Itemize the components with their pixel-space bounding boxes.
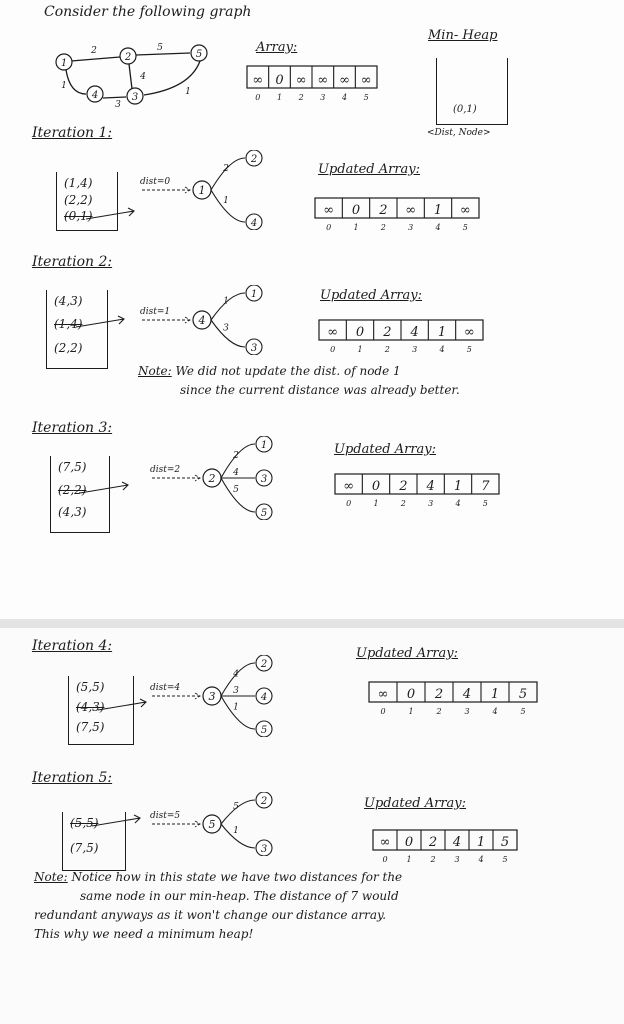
array-index: 0: [346, 499, 352, 506]
heap-entry: (2,2): [58, 482, 87, 497]
heap-entry: (2,2): [64, 192, 93, 207]
child-edge-weight: 1: [233, 702, 239, 713]
original-graph: [52, 36, 222, 108]
array-index: 0: [380, 707, 386, 714]
array-value: 0: [406, 687, 416, 702]
child-edge-weight: 5: [233, 802, 239, 812]
child-edge-weight: 2: [223, 164, 229, 174]
iteration-heading: Iteration 4:: [32, 638, 113, 654]
array-value: 4: [452, 835, 462, 850]
iteration-heading: Iteration 3:: [32, 420, 113, 436]
array-value: ∞: [317, 73, 329, 88]
array-index: 2: [380, 223, 386, 230]
child-edge-weight: 5: [233, 485, 239, 495]
array-index: 1: [406, 855, 412, 862]
child-edge-weight: 4: [233, 468, 239, 478]
edge-weight: 4: [140, 72, 146, 82]
dist-label: dist=4: [150, 683, 181, 693]
array-index: 3: [428, 499, 434, 506]
array-value: 1: [490, 687, 500, 702]
array-value: 1: [476, 835, 486, 850]
iteration-graph: [140, 150, 270, 230]
array-index: 1: [276, 93, 283, 100]
note-line: This why we need a minimum heap!: [34, 927, 254, 941]
child-node-label: 5: [260, 725, 268, 736]
array-index: 2: [430, 855, 436, 862]
iteration-heading: Iteration 5:: [32, 770, 113, 786]
child-edge-weight: 4: [233, 669, 239, 680]
heap-entry: (7,5): [70, 841, 99, 855]
array-index: 0: [255, 93, 261, 100]
graph-node-label: 1: [60, 58, 68, 69]
graph-node-label: 2: [124, 52, 132, 63]
array-value: ∞: [339, 73, 350, 88]
array-value: 1: [437, 325, 447, 340]
child-node-label: 2: [260, 659, 268, 670]
note-line: redundant anyways as it won't change our distance array.: [34, 908, 387, 922]
pop-arrow-icon: [78, 479, 138, 499]
array-value: ∞: [252, 73, 264, 88]
array-value: 1: [453, 479, 463, 494]
array-value: 4: [426, 479, 435, 494]
array-value: 2: [434, 687, 444, 702]
array-value: ∞: [360, 73, 372, 88]
updated-array: [312, 196, 482, 230]
center-node-label: 5: [208, 818, 216, 831]
center-node-label: 1: [198, 184, 206, 197]
array-index: 1: [353, 223, 359, 230]
iteration-graph: [150, 792, 300, 856]
heap-entry: (7,5): [76, 720, 105, 734]
center-node-label: 2: [208, 472, 216, 485]
array-value: 5: [518, 687, 528, 702]
initial-array: [244, 64, 380, 100]
child-node-label: 3: [260, 474, 268, 485]
child-edge-weight: 3: [223, 323, 229, 334]
array-value: 4: [462, 687, 472, 702]
minheap-entry: (0,1): [453, 104, 477, 115]
child-node-label: 4: [250, 218, 258, 229]
updated-array: [370, 828, 520, 862]
dist-label: dist=2: [150, 465, 181, 475]
center-node-label: 4: [198, 314, 206, 327]
updated-array: [366, 680, 540, 714]
child-node-label: 1: [250, 289, 258, 300]
note-line: same node in our min-heap. The distance of 7 would: [80, 889, 399, 903]
note-label: Note:: [138, 364, 172, 378]
array-index: 2: [384, 345, 390, 352]
array-value: ∞: [295, 73, 307, 88]
array-index: 5: [482, 499, 488, 506]
graph-node-label: 5: [195, 49, 203, 60]
updated-array: [332, 472, 502, 506]
array-index: 0: [382, 855, 388, 862]
array-index: 5: [466, 345, 472, 352]
array-index: 0: [326, 223, 332, 230]
page-title: Consider the following graph: [44, 4, 252, 20]
iteration-heading: Iteration 2:: [32, 254, 113, 270]
array-value: ∞: [377, 687, 389, 702]
child-node-label: 2: [260, 796, 268, 807]
minheap-label: Min- Heap: [428, 28, 498, 43]
heap-entry: (7,5): [58, 460, 87, 474]
array-index: 2: [436, 707, 442, 714]
child-edge-weight: 1: [233, 826, 239, 836]
dist-label: dist=0: [140, 177, 171, 187]
array-index: 5: [363, 93, 369, 100]
note-line: since the current distance was already better.: [180, 383, 460, 397]
child-edge-weight: 3: [233, 686, 239, 696]
array-index: 3: [454, 855, 460, 862]
array-index: 5: [462, 223, 468, 230]
updated-array-label: Updated Array:: [334, 442, 437, 457]
heap-entry: (2,2): [54, 340, 83, 355]
array-index: 4: [492, 707, 498, 714]
heap-entry: (5,5): [76, 680, 105, 694]
array-value: ∞: [327, 325, 339, 340]
edge-weight: 1: [185, 87, 191, 97]
updated-array-label: Updated Array:: [318, 162, 421, 177]
array-index: 4: [435, 223, 441, 230]
array-index: 1: [373, 499, 379, 506]
child-edge-weight: 1: [223, 196, 229, 206]
array-cells: [247, 66, 377, 100]
center-node-label: 3: [208, 690, 216, 703]
child-node-label: 4: [260, 692, 268, 703]
dist-label: dist=5: [150, 811, 181, 821]
updated-array-label: Updated Array:: [364, 796, 467, 811]
updated-array-label: Updated Array:: [356, 646, 459, 661]
child-node-label: 2: [250, 154, 258, 165]
heap-entry: (4,3): [58, 505, 87, 520]
array-value: 1: [433, 203, 443, 218]
iteration-heading: Iteration 1:: [32, 125, 113, 141]
array-value: 2: [399, 479, 408, 494]
note-iteration-2: [138, 362, 460, 400]
note-iteration-5: [34, 868, 402, 944]
iteration-graph: [150, 655, 300, 737]
minheap-caption: <Dist, Node>: [427, 128, 491, 138]
array-value: 4: [410, 325, 419, 340]
array-index: 1: [408, 707, 414, 714]
array-value: 0: [351, 203, 361, 218]
array-value: 0: [371, 479, 381, 494]
array-index: 0: [330, 345, 336, 352]
iteration-graph: [150, 436, 300, 520]
array-index: 3: [408, 223, 414, 230]
pop-arrow-icon: [90, 812, 150, 832]
note-label: Note:: [34, 870, 68, 884]
array-value: 0: [355, 325, 365, 340]
array-index: 3: [320, 93, 326, 100]
array-value: 5: [500, 835, 510, 850]
array-value: 2: [379, 203, 388, 218]
array-index: 4: [455, 499, 461, 506]
updated-array: [316, 318, 486, 352]
pop-arrow-icon: [96, 696, 156, 716]
array-value: ∞: [343, 479, 355, 494]
note-line: We did not update the dist. of node 1: [175, 364, 401, 378]
edge-weight: 3: [115, 100, 121, 108]
array-value: ∞: [323, 203, 335, 218]
heap-entry: (5,5): [70, 816, 99, 830]
heap-entry: (0,1): [64, 209, 93, 224]
array-value: 0: [275, 73, 284, 88]
array-index: 3: [412, 345, 418, 352]
array-value: ∞: [379, 835, 391, 850]
edge-weight: 1: [61, 81, 67, 91]
iteration-graph: [140, 285, 290, 355]
note-line: Notice how in this state we have two distances for the: [71, 870, 403, 884]
array-index: 3: [464, 707, 470, 714]
array-index: 1: [357, 345, 363, 352]
heap-entry: (1,4): [64, 176, 93, 190]
array-index: 4: [478, 855, 484, 862]
pop-arrow-icon: [74, 313, 134, 333]
array-index: 2: [298, 93, 304, 100]
child-node-label: 5: [260, 508, 268, 519]
array-value: 7: [481, 479, 490, 494]
child-node-label: 3: [250, 343, 258, 354]
heap-entry: (4,3): [76, 700, 105, 714]
array-value: ∞: [405, 203, 417, 218]
array-index: 4: [341, 93, 348, 100]
array-index: 5: [520, 707, 526, 714]
heap-entry: (4,3): [54, 294, 83, 308]
array-index: 4: [439, 345, 445, 352]
edge-weight: 2: [91, 46, 97, 56]
array-index: 5: [502, 855, 508, 862]
dist-label: dist=1: [140, 307, 171, 317]
child-node-label: 3: [260, 844, 268, 855]
child-node-label: 1: [260, 440, 268, 451]
array-value: ∞: [463, 325, 475, 340]
child-edge-weight: 2: [233, 451, 239, 461]
array-index: 2: [400, 499, 406, 506]
edge-weight: 5: [157, 43, 163, 53]
child-edge-weight: 1: [223, 296, 229, 307]
array-value: 2: [428, 835, 438, 850]
updated-array-label: Updated Array:: [320, 288, 423, 303]
heap-entry: (1,4): [54, 317, 83, 332]
array-value: ∞: [459, 203, 471, 218]
graph-node-label: 3: [131, 92, 139, 103]
array-value: 0: [404, 835, 414, 850]
array-value: 2: [383, 325, 392, 340]
array-label: Array:: [256, 40, 298, 55]
pop-arrow-icon: [84, 205, 144, 225]
graph-node-label: 4: [91, 90, 99, 101]
